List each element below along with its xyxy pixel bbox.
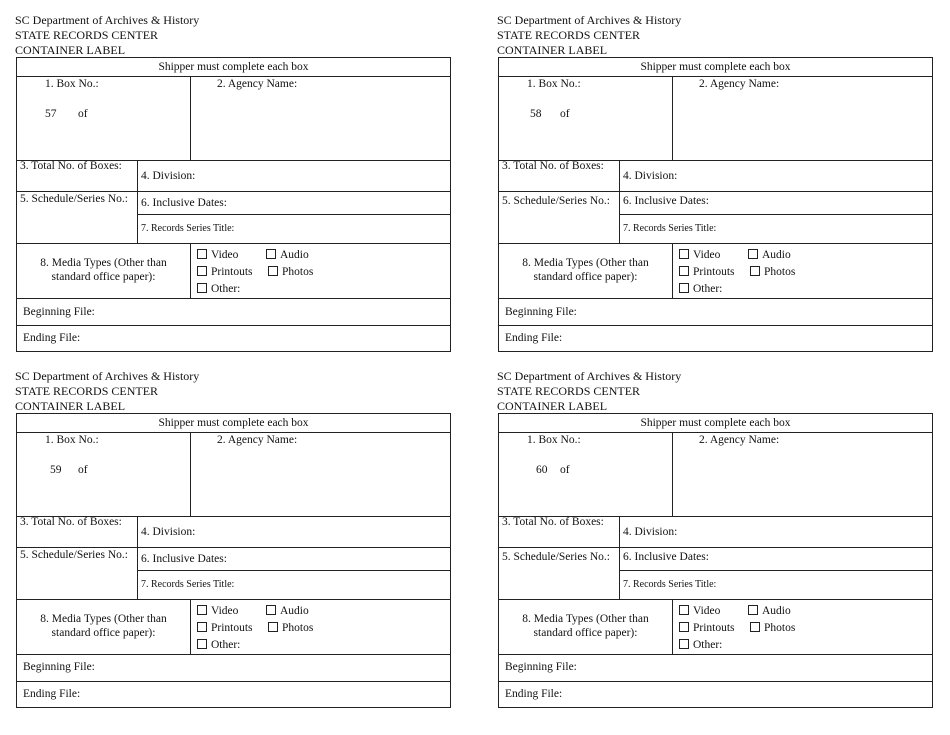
records-center: STATE RECORDS CENTER (497, 384, 641, 398)
inclusive-dates-label: 6. Inclusive Dates: (141, 197, 227, 209)
checkbox-icon[interactable] (268, 266, 278, 276)
box-no-label: 1. Box No.: (527, 78, 581, 90)
container-label-2 (497, 13, 933, 344)
total-boxes-label: 3. Total No. of Boxes: (20, 516, 122, 528)
photos-checkbox[interactable]: Photos (750, 265, 795, 279)
records-center: STATE RECORDS CENTER (15, 384, 159, 398)
checkbox-icon[interactable] (748, 249, 758, 259)
agency-name-label: 2. Agency Name: (217, 78, 298, 90)
dept-name: SC Department of Archives & History (15, 369, 200, 383)
checkbox-icon[interactable] (748, 605, 758, 615)
container-label-1 (15, 13, 451, 344)
division-label: 4. Division: (623, 170, 678, 182)
checkbox-icon[interactable] (197, 605, 207, 615)
audio-checkbox[interactable]: Audio (748, 604, 791, 618)
other-checkbox[interactable]: Other: (197, 282, 240, 296)
of-text: of (78, 464, 88, 476)
photos-checkbox[interactable]: Photos (268, 621, 313, 635)
checkbox-icon[interactable] (750, 266, 760, 276)
division-label: 4. Division: (141, 526, 196, 538)
inclusive-dates-label: 6. Inclusive Dates: (623, 551, 709, 563)
box-number: 60 (536, 464, 548, 476)
shipper-note: Shipper must complete each box (158, 61, 309, 73)
other-checkbox[interactable]: Other: (679, 282, 722, 296)
media-types-label: 8. Media Types (Other than standard office paper): (40, 257, 167, 283)
container-label-3 (15, 369, 451, 700)
box-number: 57 (45, 108, 57, 120)
ending-file-label: Ending File: (23, 688, 81, 700)
of-text: of (560, 108, 570, 120)
label-form (498, 57, 933, 352)
total-boxes-label: 3. Total No. of Boxes: (502, 160, 604, 172)
beginning-file-label: Beginning File: (23, 306, 95, 318)
agency-name-label: 2. Agency Name: (217, 434, 298, 446)
printouts-checkbox[interactable]: Printouts (197, 621, 253, 635)
ending-file-label: Ending File: (23, 332, 81, 344)
checkbox-icon[interactable] (679, 266, 689, 276)
beginning-file-label: Beginning File: (505, 661, 577, 673)
of-text: of (560, 464, 570, 476)
media-types-label: 8. Media Types (Other than standard office paper): (522, 257, 649, 283)
agency-name-label: 2. Agency Name: (699, 78, 780, 90)
checkbox-icon[interactable] (679, 283, 689, 293)
of-text: of (78, 108, 88, 120)
dept-name: SC Department of Archives & History (497, 369, 682, 383)
other-checkbox[interactable]: Other: (197, 638, 240, 652)
printouts-checkbox[interactable]: Printouts (679, 265, 735, 279)
division-label: 4. Division: (141, 170, 196, 182)
shipper-note: Shipper must complete each box (640, 417, 791, 429)
video-checkbox[interactable]: Video (197, 604, 238, 618)
label-form (16, 57, 451, 352)
checkbox-icon[interactable] (750, 622, 760, 632)
total-boxes-label: 3. Total No. of Boxes: (502, 516, 604, 528)
video-checkbox[interactable]: Video (679, 248, 720, 262)
other-checkbox[interactable]: Other: (679, 638, 722, 652)
total-boxes-label: 3. Total No. of Boxes: (20, 160, 122, 172)
media-types-label: 8. Media Types (Other than standard office paper): (522, 613, 649, 639)
label-title: CONTAINER LABEL (497, 43, 608, 57)
checkbox-icon[interactable] (197, 622, 207, 632)
checkbox-icon[interactable] (679, 249, 689, 259)
dept-name: SC Department of Archives & History (15, 13, 200, 27)
inclusive-dates-label: 6. Inclusive Dates: (141, 553, 227, 565)
records-center: STATE RECORDS CENTER (15, 28, 159, 42)
checkbox-icon[interactable] (197, 249, 207, 259)
video-checkbox[interactable]: Video (679, 604, 720, 618)
checkbox-icon[interactable] (266, 605, 276, 615)
schedule-label: 5. Schedule/Series No.: (20, 193, 128, 205)
shipper-note: Shipper must complete each box (640, 61, 791, 73)
checkbox-icon[interactable] (679, 639, 689, 649)
video-checkbox[interactable]: Video (197, 248, 238, 262)
label-title: CONTAINER LABEL (15, 43, 126, 57)
checkbox-icon[interactable] (268, 622, 278, 632)
box-number: 59 (50, 464, 62, 476)
series-title-label: 7. Records Series Title: (141, 579, 235, 590)
photos-checkbox[interactable]: Photos (750, 621, 795, 635)
dept-name: SC Department of Archives & History (497, 13, 682, 27)
checkbox-icon[interactable] (266, 249, 276, 259)
checkbox-icon[interactable] (197, 639, 207, 649)
beginning-file-label: Beginning File: (505, 306, 577, 318)
box-no-label: 1. Box No.: (527, 434, 581, 446)
ending-file-label: Ending File: (505, 688, 563, 700)
checkbox-icon[interactable] (197, 266, 207, 276)
media-types-label: 8. Media Types (Other than standard office paper): (40, 613, 167, 639)
ending-file-label: Ending File: (505, 332, 563, 344)
label-form (16, 413, 451, 708)
agency-name-label: 2. Agency Name: (699, 434, 780, 446)
division-label: 4. Division: (623, 526, 678, 538)
audio-checkbox[interactable]: Audio (266, 604, 309, 618)
checkbox-icon[interactable] (197, 283, 207, 293)
label-form (498, 413, 933, 708)
series-title-label: 7. Records Series Title: (141, 223, 235, 234)
box-no-label: 1. Box No.: (45, 78, 99, 90)
schedule-label: 5. Schedule/Series No.: (502, 195, 610, 207)
printouts-checkbox[interactable]: Printouts (197, 265, 253, 279)
label-title: CONTAINER LABEL (15, 399, 126, 413)
schedule-label: 5. Schedule/Series No.: (502, 551, 610, 563)
checkbox-icon[interactable] (679, 622, 689, 632)
series-title-label: 7. Records Series Title: (623, 579, 717, 590)
beginning-file-label: Beginning File: (23, 661, 95, 673)
audio-checkbox[interactable]: Audio (266, 248, 309, 262)
shipper-note: Shipper must complete each box (158, 417, 309, 429)
label-title: CONTAINER LABEL (497, 399, 608, 413)
box-number: 58 (530, 108, 542, 120)
inclusive-dates-label: 6. Inclusive Dates: (623, 195, 709, 207)
schedule-label: 5. Schedule/Series No.: (20, 549, 128, 561)
box-no-label: 1. Box No.: (45, 434, 99, 446)
photos-checkbox[interactable]: Photos (268, 265, 313, 279)
printouts-checkbox[interactable]: Printouts (679, 621, 735, 635)
checkbox-icon[interactable] (679, 605, 689, 615)
audio-checkbox[interactable]: Audio (748, 248, 791, 262)
records-center: STATE RECORDS CENTER (497, 28, 641, 42)
container-label-4 (497, 369, 933, 700)
series-title-label: 7. Records Series Title: (623, 223, 717, 234)
